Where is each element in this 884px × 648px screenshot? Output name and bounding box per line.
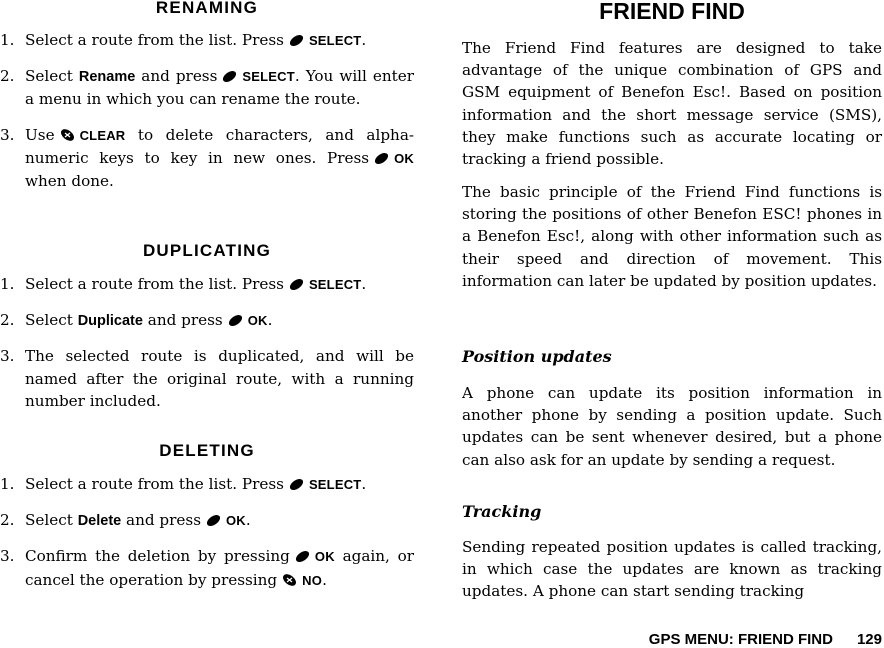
step-text: Select a route from the list. Press [25, 31, 284, 49]
duplicating-step-2 [0, 309, 414, 332]
deleting-heading: DELETING [159, 441, 255, 460]
position-updates-paragraph: A phone can update its position information in another phone by sending a position update. Such updates can be sent whenever desired, but a phone can also ask for an update by sending a request. [462, 384, 882, 469]
select-key-icon [288, 478, 305, 491]
key-label: CLEAR [79, 127, 126, 143]
select-key-icon [288, 278, 305, 291]
key-label: OK [247, 313, 268, 329]
clear-key-icon [281, 573, 298, 587]
step-text: . [361, 275, 367, 293]
step-number: 3. [0, 125, 15, 144]
deleting-step-1 [0, 473, 414, 496]
step-text: Use [25, 125, 55, 144]
page-title: FRIEND FIND [599, 0, 745, 24]
step-text: The selected route is duplicated, and will be named after the original route, with a running number included. [25, 347, 414, 410]
principle-paragraph: The basic principle of the Friend Find functions is storing the positions of other Benefon ESC! phones in a Benefon Esc!, along with other information such as their speed and direction of movement. This information can later be updated by position updates. [462, 183, 882, 290]
select-key-icon [288, 34, 305, 47]
key-label: SELECT [308, 277, 362, 292]
menu-item-name: Delete [77, 513, 122, 530]
duplicating-steps [0, 273, 414, 412]
key-label: OK [394, 150, 414, 166]
page-number: 129 [856, 631, 882, 648]
intro-paragraph: The Friend Find features are designed to take advantage of the unique combination of GPS and GSM equipment of Benefon Esc!. Based on position information and the short message service (SMS), they make functions such as accurate locating or tracking a friend possible. [462, 39, 882, 169]
key-label: SELECT [308, 33, 362, 48]
key-label: SELECT [308, 477, 362, 492]
position-updates-heading: Position updates [462, 347, 612, 366]
step-text: again, or cancel the operation by pressing [25, 547, 415, 589]
step-text: Select [25, 67, 73, 86]
step-text: . [361, 475, 367, 493]
step-number: 1. [0, 31, 15, 49]
step-text: to delete characters, and alpha-numeric keys to key in new ones. Press [25, 125, 415, 167]
renaming-step-2 [0, 65, 414, 110]
deleting-step-2 [0, 509, 414, 532]
key-label: SELECT [242, 69, 295, 85]
renaming-steps [0, 29, 414, 192]
renaming-step-3 [0, 124, 414, 193]
step-number: 3. [0, 347, 15, 366]
select-key-icon [221, 70, 238, 83]
select-key-icon [227, 314, 244, 327]
step-text: and press [126, 511, 201, 530]
step-text: Select [25, 511, 73, 530]
deleting-step-3 [0, 545, 414, 591]
step-text: Select [25, 311, 73, 330]
step-number: 3. [0, 547, 15, 566]
duplicating-heading: DUPLICATING [142, 241, 272, 260]
step-number: 2. [0, 311, 15, 330]
step-text: . [322, 570, 327, 589]
key-label: NO [302, 572, 323, 588]
footer-section: GPS MENU: FRIEND FIND [648, 631, 833, 648]
step-text: Select a route from the list. Press [25, 275, 284, 293]
select-key-icon [373, 152, 390, 165]
key-label: OK [226, 513, 246, 529]
renaming-step-1 [0, 29, 414, 52]
step-text: and press [141, 67, 218, 86]
duplicating-step-3 [0, 345, 414, 412]
step-text: . [267, 311, 273, 330]
step-text: when done. [25, 172, 114, 191]
renaming-heading: RENAMING [155, 0, 259, 17]
step-text: and press [147, 311, 223, 330]
step-number: 1. [0, 475, 15, 493]
step-text: Confirm the deletion by pressing [25, 547, 290, 566]
tracking-paragraph: Sending repeated position updates is called tracking, in which case the updates are known as tracking updates. A phone can start sending tracking [462, 538, 882, 601]
step-number: 2. [0, 67, 15, 86]
step-text: . [245, 511, 251, 530]
menu-item-name: Duplicate [77, 313, 143, 330]
tracking-heading: Tracking [462, 502, 542, 521]
duplicating-step-1 [0, 273, 414, 296]
page-footer [649, 631, 882, 648]
select-key-icon [205, 514, 222, 527]
step-number: 2. [0, 511, 15, 530]
menu-item-name: Rename [78, 69, 136, 86]
select-key-icon [294, 550, 311, 563]
deleting-steps [0, 473, 414, 592]
step-number: 1. [0, 275, 15, 293]
clear-key-icon [59, 128, 76, 142]
step-text: . You will enter a menu in which you can rename the route. [25, 67, 415, 109]
step-text: Select a route from the list. Press [25, 475, 284, 493]
step-text: . [361, 31, 367, 49]
key-label: OK [314, 549, 335, 565]
